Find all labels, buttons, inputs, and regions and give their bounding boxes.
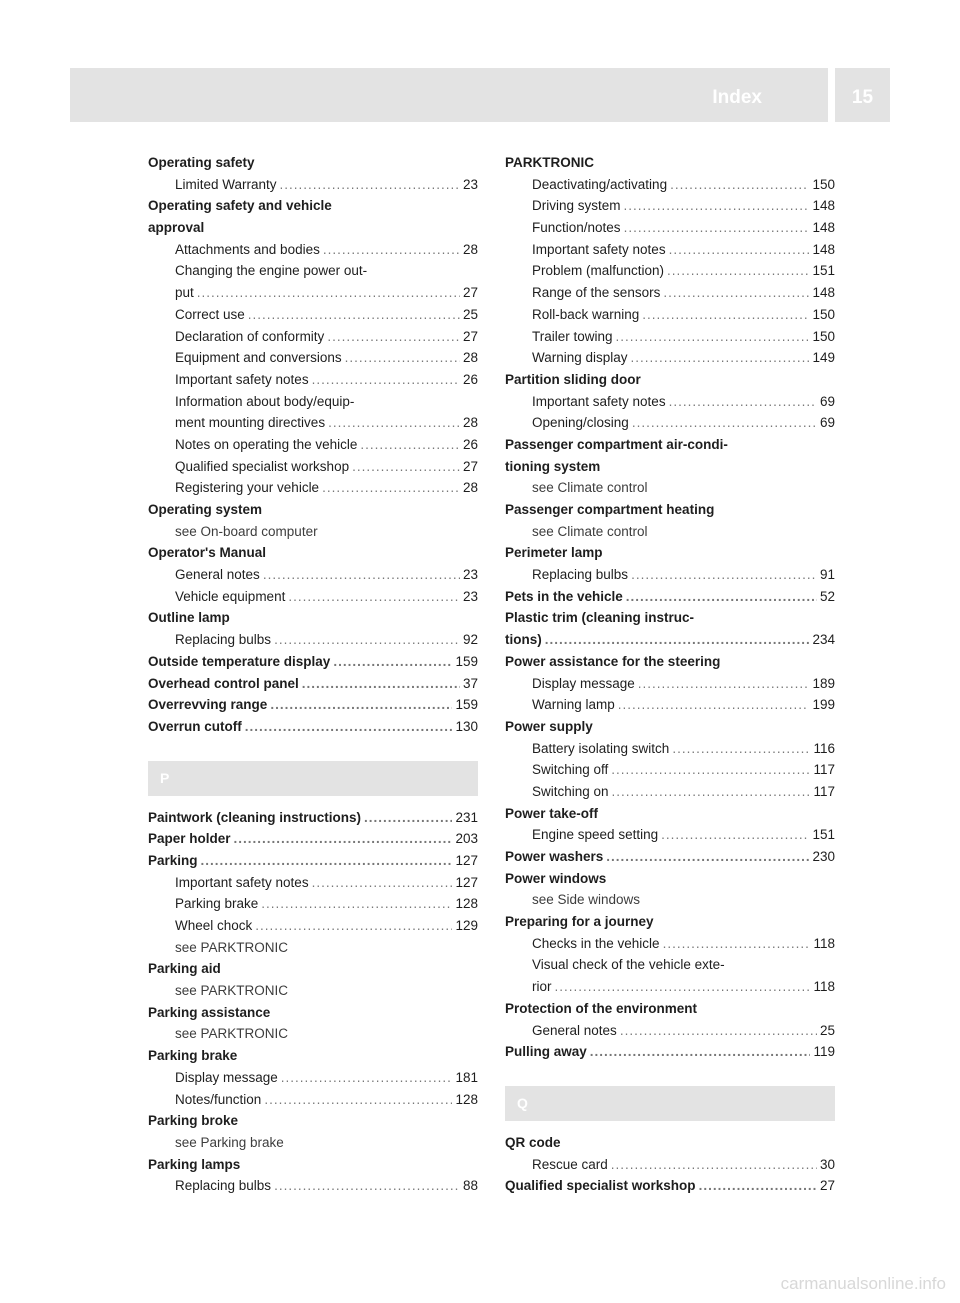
index-subentry [148, 586, 478, 608]
entry-label: Warning display [532, 350, 628, 366]
entry-label: Driving system [532, 198, 621, 214]
dot-leader [667, 260, 809, 282]
index-heading [148, 716, 478, 738]
page-ref: 151 [812, 263, 835, 279]
entry-label: tions) [505, 632, 542, 648]
dot-leader [663, 282, 809, 304]
page-ref: 116 [813, 740, 835, 756]
dot-leader [669, 239, 810, 261]
page-ref: 69 [819, 415, 835, 431]
index-subentry [505, 1154, 835, 1176]
page-ref: 27 [462, 285, 478, 301]
dot-leader [323, 239, 460, 261]
page-ref: 127 [455, 852, 478, 868]
index-column-left [148, 152, 478, 1197]
index-subentry [505, 564, 835, 586]
entry-label: Deactivating/activating [532, 176, 668, 192]
page-ref: 148 [812, 241, 835, 257]
index-subentry [505, 347, 835, 369]
index-heading: Plastic trim (cleaning instruc- [505, 610, 695, 626]
entry-label: General notes [532, 1022, 617, 1038]
index-subentry: Visual check of the vehicle exte- [532, 957, 725, 973]
dot-leader [328, 412, 460, 434]
index-subentry [505, 326, 835, 348]
entry-label: Function/notes [532, 220, 621, 236]
index-subentry [148, 304, 478, 326]
page-ref: 91 [819, 567, 835, 583]
entry-list [505, 1132, 835, 1197]
entry-label: Important safety notes [175, 371, 309, 387]
cross-reference: see Side windows [532, 892, 641, 908]
entry-label: Paintwork (cleaning instructions) [148, 809, 362, 825]
entry-label: Overhead control panel [148, 675, 299, 691]
entry-label: Power washers [505, 849, 604, 864]
page-ref: 37 [462, 675, 478, 691]
dot-leader [201, 850, 453, 872]
page-ref: 148 [812, 285, 835, 301]
page-ref: 230 [812, 849, 835, 864]
index-heading: approval [148, 220, 205, 236]
index-subentry [505, 239, 835, 261]
page-ref: 130 [455, 718, 478, 734]
page-ref: 151 [812, 827, 835, 843]
index-heading: Parking broke [148, 1113, 239, 1129]
page-ref: 203 [455, 831, 478, 847]
entry-label: Display message [175, 1069, 278, 1085]
cross-reference: see PARKTRONIC [175, 983, 289, 999]
entry-label: Outside temperature display [148, 653, 331, 669]
dot-leader [281, 1067, 453, 1089]
index-subentry [148, 412, 478, 434]
page-ref: 189 [812, 675, 835, 691]
page-ref: 25 [819, 1022, 835, 1038]
index-heading: Perimeter lamp [505, 545, 603, 561]
page-ref: 92 [462, 632, 478, 648]
page-ref: 149 [812, 350, 835, 366]
entry-label: Paper holder [148, 831, 231, 847]
entry-label: Pets in the vehicle [505, 588, 623, 604]
page-ref: 28 [462, 350, 478, 366]
entry-label: Notes/function [175, 1091, 262, 1107]
index-subentry [148, 347, 478, 369]
entry-label: Problem (malfunction) [532, 263, 665, 279]
page-header [70, 68, 890, 122]
dot-leader [669, 391, 817, 413]
index-subentry: Information about body/equip- [175, 393, 355, 409]
entry-label: Qualified specialist workshop [505, 1178, 696, 1194]
page-ref: 23 [462, 588, 478, 604]
page-ref: 117 [813, 762, 835, 778]
index-subentry [148, 915, 478, 937]
entry-label: Switching on [532, 783, 609, 799]
page-ref: 28 [462, 415, 478, 431]
entry-label: Equipment and conversions [175, 350, 342, 366]
dot-leader [255, 915, 452, 937]
index-heading: Operating safety [148, 155, 255, 170]
index-heading [505, 1175, 835, 1197]
dot-leader [333, 651, 452, 673]
dot-leader [631, 564, 817, 586]
entry-label: Registering your vehicle [175, 480, 320, 496]
entry-label: Switching off [532, 762, 609, 778]
page-ref: 117 [813, 783, 835, 799]
header-title: Index [712, 87, 762, 108]
entry-label: Replacing bulbs [532, 567, 629, 583]
dot-leader [280, 174, 460, 196]
entry-label: Correct use [175, 306, 245, 322]
index-subentry [148, 477, 478, 499]
entry-label: Range of the sensors [532, 285, 661, 301]
entry-label: Parking [148, 852, 198, 868]
page-ref: 150 [812, 176, 835, 192]
dot-leader [364, 807, 452, 829]
index-heading: PARKTRONIC [505, 155, 594, 170]
page-ref: 88 [462, 1178, 478, 1194]
index-heading [505, 1041, 835, 1063]
index-heading [148, 828, 478, 850]
entry-label: Replacing bulbs [175, 632, 272, 648]
entry-list [505, 152, 835, 1063]
index-heading: Power assistance for the steering [505, 653, 721, 669]
index-subentry [505, 195, 835, 217]
index-subentry [148, 369, 478, 391]
entry-label: Checks in the vehicle [532, 935, 660, 951]
cross-reference: see PARKTRONIC [175, 939, 289, 955]
dot-leader [620, 1020, 817, 1042]
dot-leader [264, 1089, 452, 1111]
entry-label: Overrevving range [148, 697, 268, 713]
dot-leader [642, 304, 809, 326]
index-heading: Parking brake [148, 1048, 238, 1064]
index-heading: Power supply [505, 718, 593, 734]
index-subentry [148, 564, 478, 586]
page-ref: 27 [462, 458, 478, 474]
index-heading: Parking aid [148, 961, 221, 977]
entry-label: Engine speed setting [532, 827, 659, 843]
index-subentry [505, 304, 835, 326]
entry-label: Important safety notes [532, 393, 666, 409]
index-subentry: Changing the engine power out- [175, 263, 368, 279]
page-ref: 28 [462, 241, 478, 257]
index-heading: tioning system [505, 458, 601, 474]
index-heading [148, 651, 478, 673]
index-heading: Outline lamp [148, 610, 230, 626]
dot-leader [261, 893, 452, 915]
entry-label: Roll-back warning [532, 306, 640, 322]
index-subentry [505, 738, 835, 760]
index-heading: Operating system [148, 502, 263, 517]
entry-label: Display message [532, 675, 635, 691]
index-subentry [148, 1067, 478, 1089]
header-separator [831, 68, 833, 122]
entry-label: Important safety notes [175, 874, 309, 890]
index-heading [505, 846, 835, 868]
index-column-right [505, 152, 835, 1197]
dot-leader [248, 304, 460, 326]
dot-leader [626, 586, 817, 608]
header-bar [70, 68, 828, 122]
entry-label: Warning lamp [532, 697, 615, 713]
dot-leader [197, 282, 460, 304]
page-ref: 231 [455, 809, 478, 825]
cross-reference: see On-board computer [175, 523, 318, 539]
dot-leader [234, 828, 453, 850]
page-ref: 148 [812, 198, 835, 214]
page-ref: 199 [812, 697, 835, 713]
page-ref: 127 [455, 874, 478, 890]
index-subentry [148, 434, 478, 456]
index-heading [148, 694, 478, 716]
index-subentry [148, 456, 478, 478]
index-heading: QR code [505, 1134, 561, 1150]
dot-leader [638, 673, 810, 695]
index-heading: Power take-off [505, 805, 599, 821]
dot-leader [611, 759, 810, 781]
index-subentry [505, 174, 835, 196]
dot-leader [274, 629, 460, 651]
index-heading: Operating safety and vehicle [148, 198, 332, 214]
dot-leader [632, 412, 817, 434]
dot-leader [616, 326, 810, 348]
index-heading: Parking lamps [148, 1156, 241, 1172]
index-subentry [505, 282, 835, 304]
entry-label: Pulling away [505, 1044, 587, 1060]
dot-leader [624, 217, 810, 239]
page-ref: 26 [462, 371, 478, 387]
entry-label: General notes [175, 567, 260, 583]
page-ref: 28 [462, 480, 478, 496]
dot-leader [270, 694, 452, 716]
index-heading [148, 673, 478, 695]
index-subentry [148, 893, 478, 915]
dot-leader [555, 976, 811, 998]
cross-reference: see PARKTRONIC [175, 1026, 289, 1042]
entry-label: Overrun cutoff [148, 718, 242, 734]
entry-label: put [175, 285, 194, 301]
page-ref: 129 [455, 918, 478, 933]
index-heading: Parking assistance [148, 1004, 271, 1020]
section-letter-bar: Q [505, 1086, 835, 1121]
page-number: 15 [835, 68, 890, 122]
watermark: carmanualsonline.info [780, 1274, 946, 1293]
index-subentry [505, 391, 835, 413]
page-ref: 27 [462, 328, 478, 344]
entry-label: Replacing bulbs [175, 1178, 272, 1194]
page-ref: 69 [819, 393, 835, 409]
page-ref: 26 [462, 436, 478, 452]
entry-label: Rescue card [532, 1156, 608, 1172]
entry-label: Opening/closing [532, 415, 629, 431]
index-heading: Operator's Manual [148, 545, 266, 561]
index-subentry [148, 872, 478, 894]
page-ref: 159 [455, 697, 478, 713]
entry-label: Declaration of conformity [175, 328, 325, 344]
index-heading: Preparing for a journey [505, 914, 654, 930]
dot-leader [590, 1041, 811, 1063]
index-heading: Passenger compartment air-condi- [505, 436, 728, 452]
dot-leader [245, 716, 453, 738]
entry-label: Qualified specialist workshop [175, 458, 350, 474]
dot-leader [288, 586, 460, 608]
index-heading [148, 850, 478, 872]
index-subentry [148, 174, 478, 196]
page-ref: 234 [812, 632, 835, 648]
index-subentry [148, 629, 478, 651]
page-ref: 128 [455, 1091, 478, 1107]
index-subentry [505, 933, 835, 955]
index-subentry [148, 326, 478, 348]
dot-leader [612, 781, 811, 803]
dot-leader [274, 1175, 460, 1197]
cross-reference: see Climate control [532, 523, 648, 539]
dot-leader [312, 872, 453, 894]
entry-label: Trailer towing [532, 328, 613, 344]
dot-leader [663, 933, 811, 955]
dot-leader [545, 629, 810, 651]
index-subentry [148, 1175, 478, 1197]
dot-leader [327, 326, 460, 348]
dot-leader [624, 195, 810, 217]
index-subentry [505, 976, 835, 998]
dot-leader [302, 673, 460, 695]
page-ref: 150 [812, 306, 835, 322]
entry-label: Parking brake [175, 896, 259, 912]
entry-label: Battery isolating switch [532, 740, 670, 756]
page-ref: 118 [813, 935, 835, 951]
index-subentry [148, 1089, 478, 1111]
entry-label: Limited Warranty [175, 176, 277, 192]
dot-leader [661, 824, 809, 846]
page-ref: 23 [462, 176, 478, 192]
page-ref: 148 [812, 220, 835, 236]
dot-leader [263, 564, 460, 586]
page-ref: 119 [813, 1044, 835, 1060]
cross-reference: see Climate control [532, 480, 648, 496]
page-ref: 128 [455, 896, 478, 912]
entry-list [148, 807, 478, 1197]
entry-label: Important safety notes [532, 241, 666, 257]
entry-label: Attachments and bodies [175, 241, 320, 257]
entry-list [148, 152, 478, 738]
entry-label: Notes on operating the vehicle [175, 436, 358, 452]
page-ref: 30 [819, 1156, 835, 1172]
index-subentry [505, 260, 835, 282]
dot-leader [618, 694, 810, 716]
dot-leader [322, 477, 460, 499]
page-ref: 181 [455, 1069, 478, 1085]
page-ref: 150 [812, 328, 835, 344]
dot-leader [611, 1154, 817, 1176]
page-ref: 27 [819, 1178, 835, 1194]
page-ref: 23 [462, 567, 478, 583]
index-subentry [505, 759, 835, 781]
entry-label: ment mounting directives [175, 415, 326, 431]
dot-leader [345, 347, 460, 369]
index-heading [505, 586, 835, 608]
index-subentry [505, 412, 835, 434]
entry-label: Wheel chock [175, 918, 253, 933]
index-subentry [148, 282, 478, 304]
index-subentry [148, 239, 478, 261]
index-heading: Power windows [505, 870, 607, 886]
page-ref: 52 [819, 588, 835, 604]
dot-leader [672, 738, 810, 760]
dot-leader [670, 174, 809, 196]
index-heading [505, 629, 835, 651]
index-heading: Partition sliding door [505, 371, 641, 387]
index-heading: Protection of the environment [505, 1000, 698, 1016]
dot-leader [606, 846, 809, 868]
index-subentry [505, 694, 835, 716]
index-heading [148, 807, 478, 829]
index-heading: Passenger compartment heating [505, 502, 715, 517]
cross-reference: see Parking brake [175, 1134, 284, 1150]
index-subentry [505, 1020, 835, 1042]
page-ref: 25 [462, 306, 478, 322]
index-subentry [505, 673, 835, 695]
dot-leader [360, 434, 460, 456]
index-subentry [505, 824, 835, 846]
dot-leader [312, 369, 460, 391]
dot-leader [631, 347, 810, 369]
dot-leader [352, 456, 460, 478]
index-subentry [505, 781, 835, 803]
index-subentry [505, 217, 835, 239]
page-ref: 118 [813, 979, 835, 995]
page-ref: 159 [455, 653, 478, 669]
entry-label: Vehicle equipment [175, 588, 286, 604]
dot-leader [699, 1175, 817, 1197]
entry-label: rior [532, 979, 552, 995]
section-letter-bar: P [148, 761, 478, 796]
